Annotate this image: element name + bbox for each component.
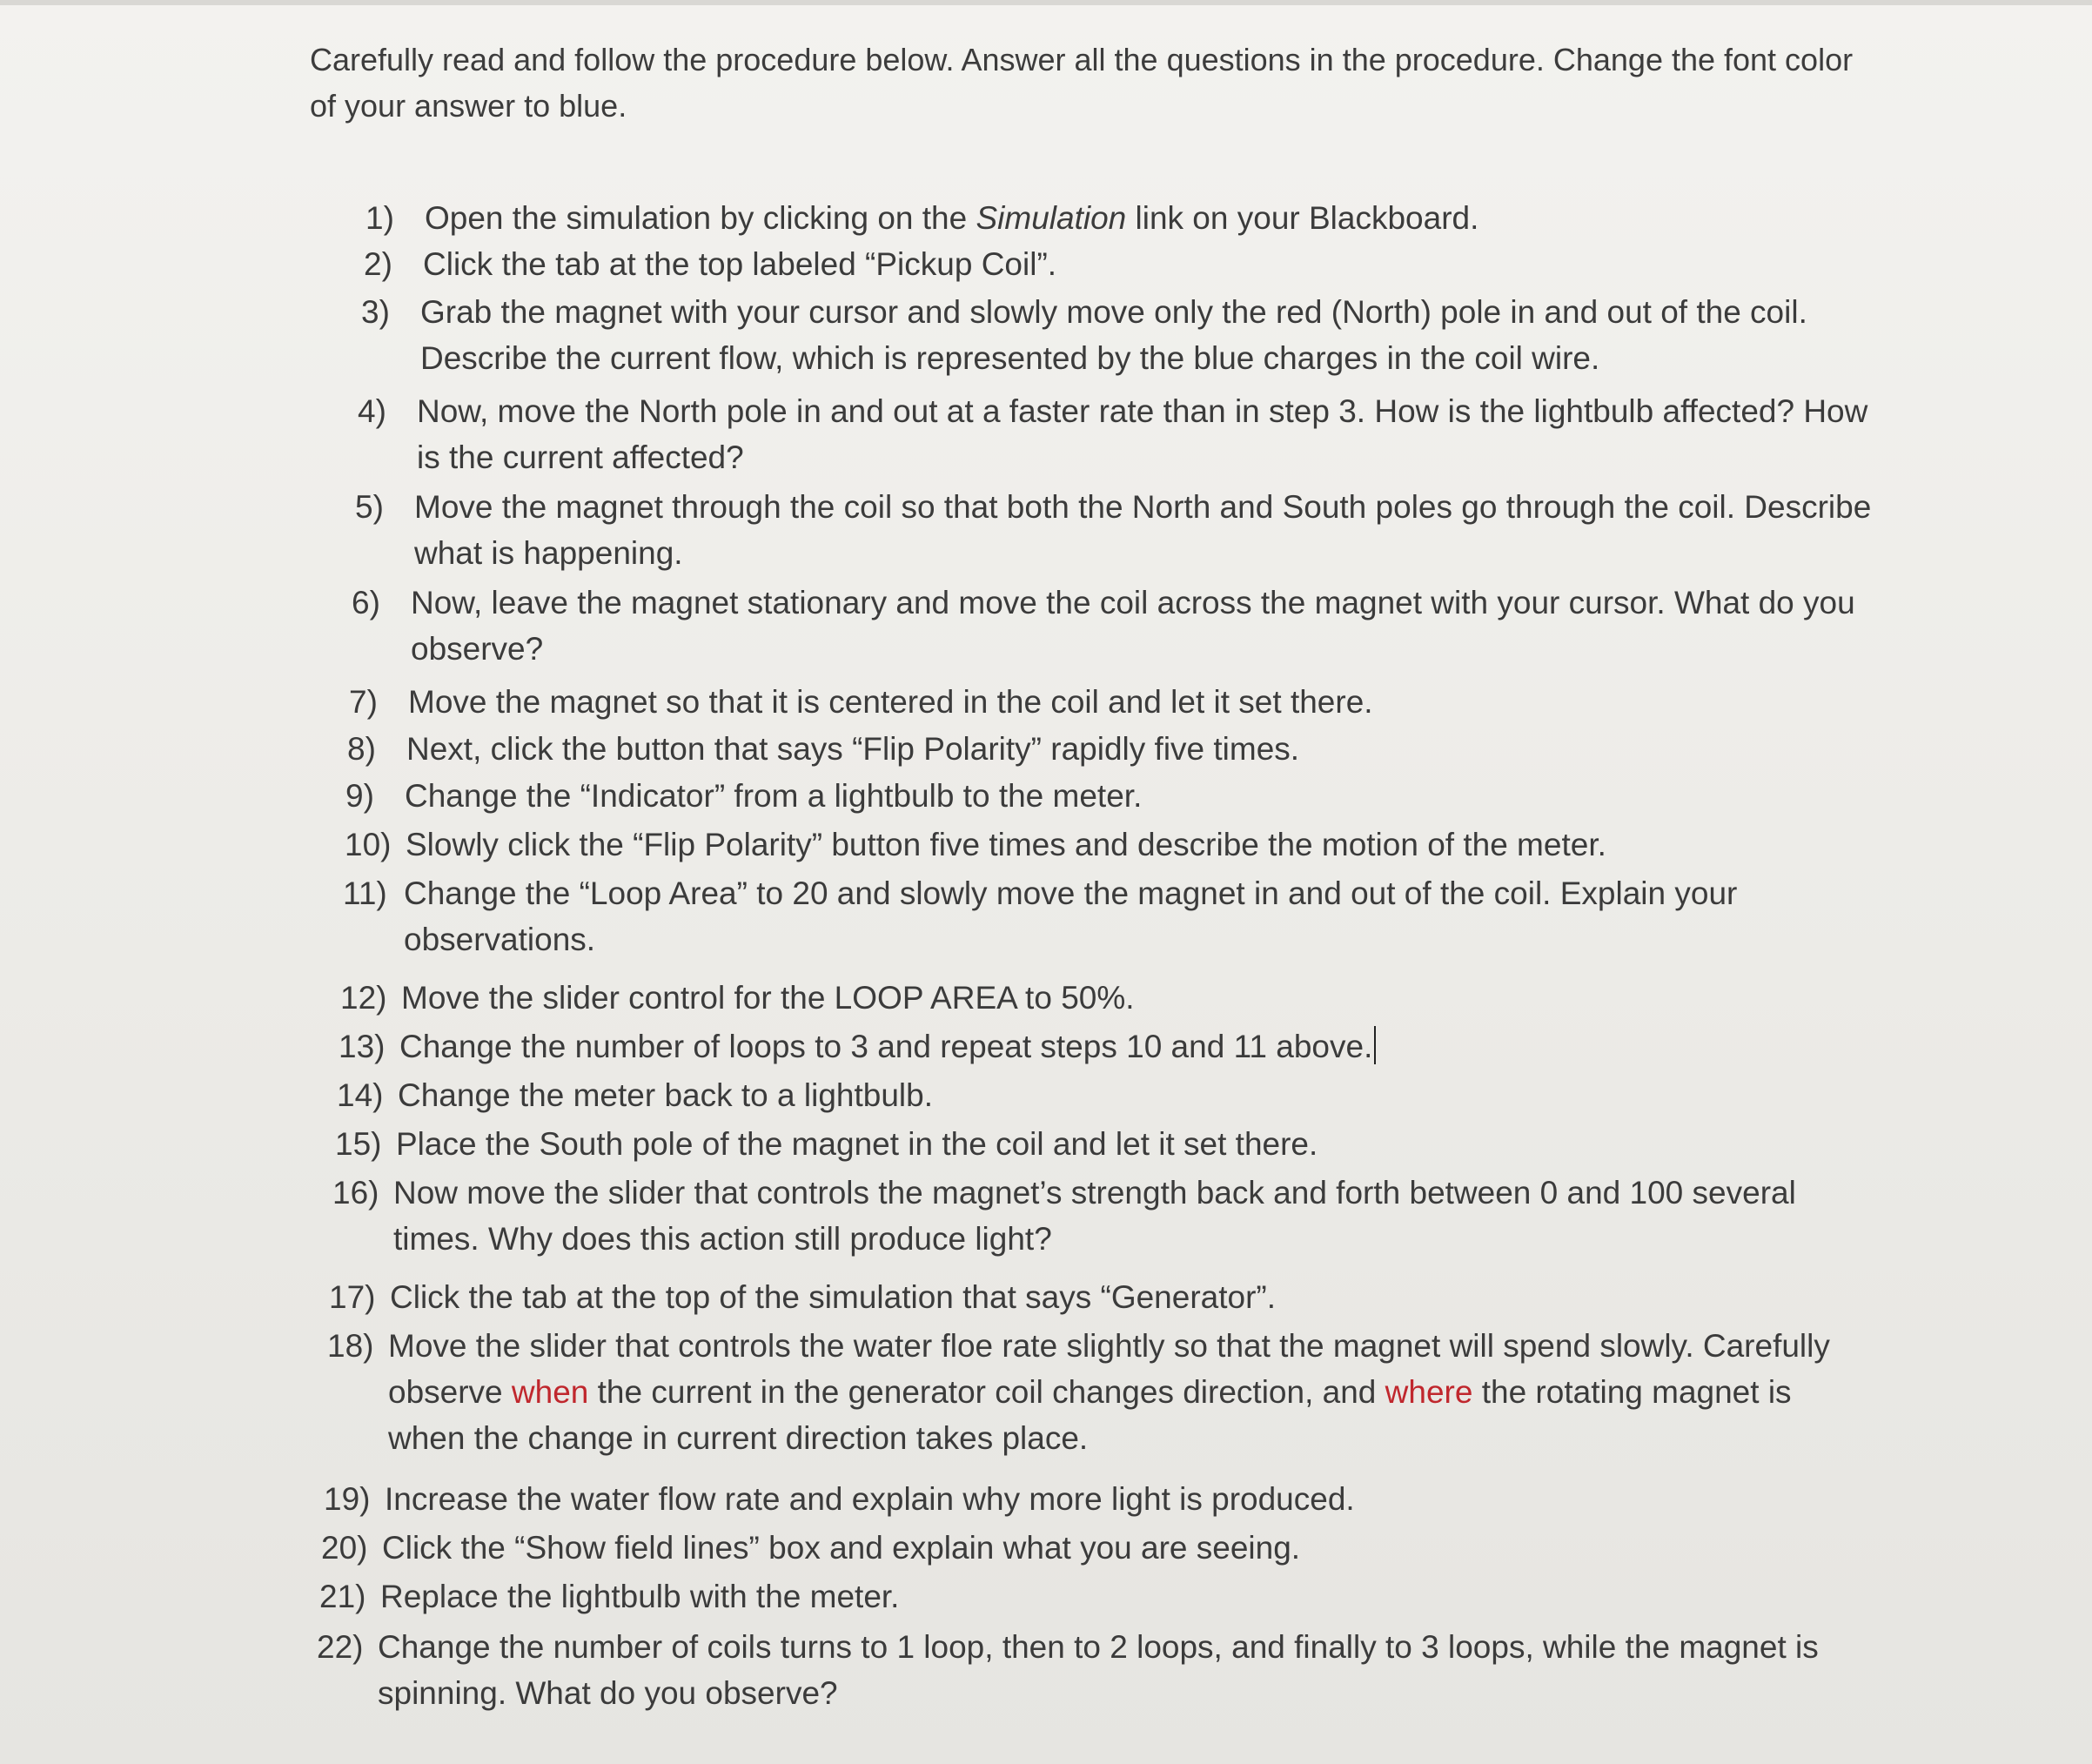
item-number: 12) [340,980,387,1016]
item-text: Now, move the North pole in and out at a faster rate than in step 3. How is the lightbulb affected? How is the current affected? [417,393,1868,475]
item-text: Slowly click the “Flip Polarity” button five times and describe the motion of the meter. [406,827,1606,862]
item-text: Move the magnet so that it is centered in the coil and let it set there. [408,684,1373,720]
list-item-4 [358,388,1889,480]
item-text [399,1023,1870,1070]
list-item-16 [332,1170,1864,1262]
list-item-15 [335,1121,1867,1167]
item-text: Grab the magnet with your cursor and slowly move only the red (North) pole in and out of the coil. Describe the current flow, which is represented by the blue charges in the coil wire. [420,294,1807,376]
item-text-body: Change the number of loops to 3 and repeat steps 10 and 11 above. [399,1029,1373,1064]
page-top-edge [0,0,2092,5]
list-item-5 [355,484,1887,576]
highlight-when: when [511,1374,589,1410]
item-text: Change the meter back to a lightbulb. [398,1077,933,1113]
text-cursor [1374,1026,1376,1064]
list-item-9 [345,773,1877,819]
item-text: Increase the water flow rate and explain why more light is produced. [385,1481,1355,1517]
list-item-19 [324,1476,1855,1522]
item-number: 19) [324,1481,371,1517]
item-text-end: link on your Blackboard. [1126,200,1479,236]
item-number: 16) [332,1175,379,1211]
list-item-7 [349,679,1881,725]
list-item-8 [347,726,1879,772]
item-text: Click the “Show field lines” box and explain what you are seeing. [382,1530,1301,1566]
list-item-21 [319,1573,1851,1620]
item-text: Change the number of coils turns to 1 loop, then to 2 loops, and finally to 3 loops, while the magnet is spinning. What do you observe? [378,1629,1819,1711]
item-text: Move the magnet through the coil so that both the North and South poles go through the coil. Describe what is happening. [414,489,1872,571]
item-number: 17) [329,1279,376,1315]
item-number: 15) [335,1126,382,1162]
item-number: 3) [361,294,390,330]
list-item-13 [339,1023,1870,1070]
item-text-part-1: Move the slider that controls the water floe rate slightly so that the magnet will spend slowly. Carefully observe [388,1328,1830,1410]
item-text [425,195,1897,241]
item-text: Replace the lightbulb with the meter. [380,1579,900,1614]
list-item-18 [327,1323,1859,1461]
item-number: 7) [349,684,378,720]
item-number: 18) [327,1328,374,1364]
list-item-22 [317,1624,1848,1716]
item-text: Click the tab at the top of the simulation that says “Generator”. [390,1279,1277,1315]
item-number: 4) [358,393,386,429]
list-item-1 [365,195,1897,241]
item-number: 10) [345,827,392,862]
item-number: 11) [343,875,387,911]
item-text: Change the “Indicator” from a lightbulb to the meter. [405,778,1143,814]
item-number: 21) [319,1579,366,1614]
item-text: Place the South pole of the magnet in the coil and let it set there. [396,1126,1318,1162]
item-text: Now, leave the magnet stationary and move the coil across the magnet with your cursor. What do you observe? [411,585,1855,667]
item-text: Move the slider control for the LOOP AREA to 50%. [401,980,1135,1016]
list-item-12 [340,975,1872,1021]
simulation-link-text: Simulation [976,200,1127,236]
list-item-11 [343,870,1874,962]
list-item-6 [352,580,1883,672]
item-number: 5) [355,489,384,525]
item-number: 6) [352,585,380,620]
list-item-14 [337,1072,1868,1118]
item-text: Now move the slider that controls the magnet’s strength back and forth between 0 and 100 several times. Why does this action still produce light? [393,1175,1796,1257]
item-number: 2) [364,246,392,282]
list-item-10 [345,822,1876,868]
item-number: 14) [337,1077,384,1113]
list-item-20 [321,1525,1853,1571]
item-text-part-3: the rotating magnet is when the change in current direction takes place. [388,1374,1792,1456]
list-item-17 [329,1274,1861,1320]
highlight-where: where [1385,1374,1473,1410]
item-number: 8) [347,731,376,767]
item-text: Change the “Loop Area” to 20 and slowly move the magnet in and out of the coil. Explain your observations. [404,875,1738,957]
list-item-3 [361,289,1893,381]
instructions-paragraph: Carefully read and follow the procedure below. Answer all the questions in the procedure. Change the font color of your answer to blue. [310,42,1854,124]
item-number: 13) [339,1029,386,1064]
item-number: 1) [365,200,394,236]
item-number: 20) [321,1530,368,1566]
list-item-2 [364,241,1895,287]
item-text-start: Open the simulation by clicking on the [425,200,976,236]
item-text: Click the tab at the top labeled “Pickup Coil”. [423,246,1057,282]
item-text: Next, click the button that says “Flip Polarity” rapidly five times. [406,731,1300,767]
item-number: 22) [317,1629,364,1665]
item-text-part-2: the current in the generator coil changes direction, and [588,1374,1385,1410]
item-number: 9) [345,778,374,814]
item-text [388,1323,1859,1461]
